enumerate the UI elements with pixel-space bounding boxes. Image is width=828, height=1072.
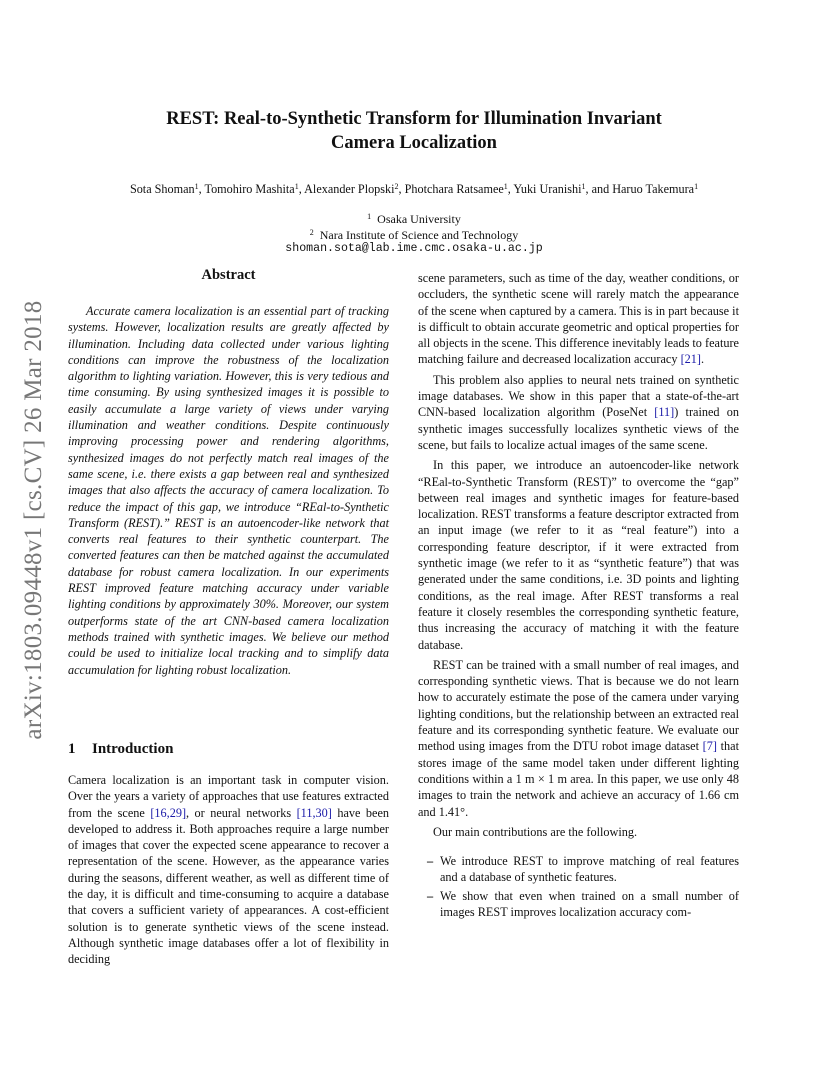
abstract-text: Accurate camera localization is an essential part of tracking systems. However, localization results are greatly affected by illumination. Including data collected under various lighting conditions can improve the robustness of the localization algorithm to lighting variation. However, this is very tedious and time consuming. By using synthesized images it is possible to easily accumulate a large variety of views under varying illumination and weather conditions. Despite continuously improving processing power and rendering algorithms, synthesized images do not perfectly match real images of the same scene, i.e. there exists a gap between real and synthesized images that also affects the accuracy of camera localization. To reduce the impact of this gap, we introduce “REal-to-Synthetic Transform (REST).” REST is an autoencoder-like network that converts real features to their synthetic counterpart. The converted features can then be matched against the accumulated database for robust camera localization. In our experiments REST improved feature matching accuracy under variable lighting conditions by approximately 30%. Moreover, our system outperforms state of the art CNN-based camera localization methods trained with synthetic images. We believe our method could be used to initialize local tracking and to simplify data accumulation for lighting robust localization. (68, 304, 389, 677)
citation-link[interactable]: [21] (680, 352, 701, 367)
author: Tomohiro Mashita$^1$, (204, 182, 305, 196)
author: Sota Shoman$^1$, (129, 182, 205, 196)
author-list (0, 182, 828, 197)
paper-title-line-2: Camera Localization (331, 133, 497, 153)
paragraph: This problem also applies to neural nets trained on synthetic image databases. We show in this paper that a state-of-the-art CNN-based localization algorithm (PoseNet [11]) trained on synthetic images successfully localizes synthetic views of the scene, but fails to localize actual images of the same scene. (418, 372, 739, 452)
author: Haruo Takemura$^1$ (612, 182, 699, 196)
author: Photchara Ratsamee$^1$, (404, 182, 514, 196)
right-column-body (418, 270, 739, 922)
contact-email[interactable]: shoman.sota@lab.ime.cmc.osaka-u.ac.jp (285, 242, 543, 255)
contributions-list (418, 853, 739, 920)
section-number: 1 (68, 741, 76, 757)
citation-link[interactable]: [7] (702, 739, 717, 754)
arxiv-identifier: arXiv:1803.09448v1 [cs.CV] 26 Mar 2018 (20, 300, 47, 740)
affiliation: $^1$ Osaka University (367, 212, 461, 226)
paragraph: scene parameters, such as time of the day, weather conditions, or occluders, the synthetic scene will rarely match the appearance of the scene when captured by a camera. This is in part because it is difficult to obtain accurate geometric and optical properties for all objects in the scene. This difference inevitably leads to feature matching failure and decreased localization accuracy [21]. (418, 271, 739, 367)
arxiv-sidebar-stamp (14, 280, 54, 760)
introduction-body (68, 772, 389, 968)
section-title: Introduction (92, 741, 174, 757)
paragraph: Camera localization is an important task in computer vision. Over the years a variety of approaches that use features extracted from the scene [16,29], or neural networks [11,30] have been developed to address it. Both approaches require a large number of images that cover the expected scene appearance to recover a representation of the scene. However, as the appearance varies during the seasons, different weather, as well as different time of the day, it is difficult and time-consuming to acquire a database that covers a sufficient variety of appearances. A cost-efficient solution is to generate synthetic views of the scene instead. Although synthetic image databases offer a lot of flexibility in deciding (68, 773, 390, 967)
paragraph: REST can be trained with a small number of real images, and corresponding synthetic views. That is because we do not learn how to accurately estimate the pose of the camera under varying lighting conditions, but the relationship between an extracted real feature and its corresponding synthetic feature. We evaluate our method using images from the DTU robot image dataset [7] that stores image of the same model taken under different lighting conditions within a 1 m × 1 m area. In this paper, we use only 48 images to train the network and achieve an accuracy of 1.66 cm and 1.41°. (418, 657, 739, 819)
dash-bullet: – (427, 888, 434, 903)
dash-bullet: – (427, 854, 434, 869)
paper-title-line-1: REST: Real-to-Synthetic Transform for Illumination Invariant (166, 109, 662, 129)
paper-title (0, 107, 828, 155)
list-item: – We show that even when trained on a small number of images REST improves localization accuracy com- (427, 888, 739, 919)
citation-link[interactable]: [11,30] (296, 805, 332, 820)
paragraph: Our main contributions are the following. (433, 824, 638, 839)
abstract-heading: Abstract (201, 267, 256, 283)
citation-link[interactable]: [16,29] (150, 805, 187, 820)
author: Alexander Plopski$^2$, (304, 182, 405, 196)
abstract-body (68, 303, 389, 678)
section-heading-introduction (68, 741, 173, 758)
affiliation: $^2$ Nara Institute of Science and Technology (309, 228, 519, 242)
paragraph: In this paper, we introduce an autoencoder-like network “REal-to-Synthetic Transform (REST)” to overcome the “gap” between real images and synthetic images for feature-based localization. REST transforms a feature descriptor extracted from an input image (we refer to it as “real feature”) into a corresponding feature descriptor, if it were extracted from synthetic image (we refer to it as “synthetic feature”) that was generated under the same conditions, i.e. 3D points and lighting conditions, as the real image. After REST transforms a real feature it closely resembles the corresponding synthetic feature, thus increasing the accuracy of matching it with the feature database. (418, 458, 739, 652)
author: Yuki Uranishi$^1$, and (513, 182, 613, 196)
citation-link[interactable]: [11] (654, 405, 675, 420)
list-item: – We introduce REST to improve matching of real features and a database of synthetic features. (427, 854, 739, 885)
